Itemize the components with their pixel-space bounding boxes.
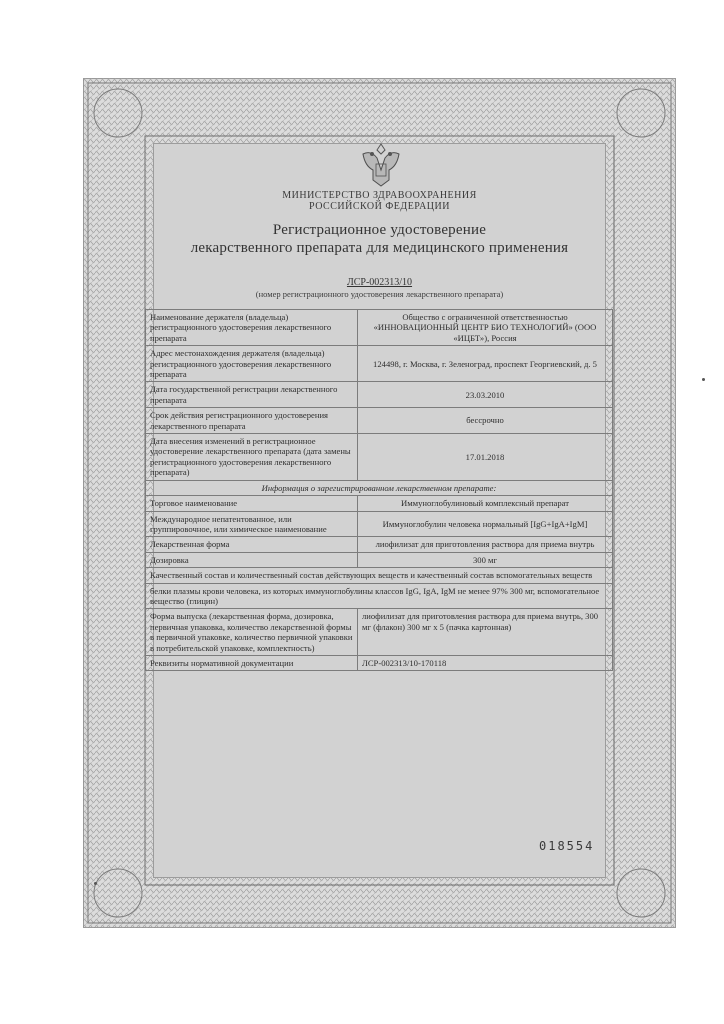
validity-period-label: Срок действия регистрационного удостоверения лекарственного препарата [146,408,358,434]
ministry-name-line2: РОССИЙСКОЙ ФЕДЕРАЦИИ [309,201,450,212]
release-form-value: лиофилизат для приготовления раствора для приема внутрь, 300 мг (флакон) 300 мг х 5 (пачка картонная) [358,609,613,656]
dosage-label: Дозировка [146,552,358,567]
amendment-date-value: 17.01.2018 [358,434,613,481]
composition-heading: Качественный состав и количественный состав действующих веществ и качественный состав вспомогательных веществ [146,568,613,583]
table-row [146,568,613,583]
release-form-label: Форма выпуска (лекарственная форма, дозировка, первичная упаковка, количество лекарственной формы в первичной упаковке, количество первичной упаковки в потребительской упаковке, комплектность) [146,609,358,656]
ministry-name-line1: МИНИСТЕРСТВО ЗДРАВООХРАНЕНИЯ [282,190,477,201]
drug-section-title: Информация о зарегистрированном лекарственном препарате: [146,480,613,495]
dosage-form-label: Лекарственная форма [146,537,358,552]
scan-speck [94,882,97,885]
table-row [146,480,613,495]
table-row [146,609,613,656]
trade-name-label: Торговое наименование [146,496,358,511]
table-row [146,583,613,609]
registration-date-label: Дата государственной регистрации лекарственного препарата [146,382,358,408]
table-row [146,655,613,670]
scan-speck [702,378,705,381]
holder-address-value: 124498, г. Москва, г. Зеленоград, проспект Георгиевский, д. 5 [358,346,613,382]
serial-number: 018554 [539,839,595,853]
dosage-form-value: лиофилизат для приготовления раствора для приема внутрь [358,537,613,552]
dosage-value: 300 мг [358,552,613,567]
table-row [146,310,613,346]
normative-docs-label: Реквизиты нормативной документации [146,655,358,670]
table-row [146,382,613,408]
table-row [146,408,613,434]
registration-number-caption: (номер регистрационного удостоверения лекарственного препарата) [255,289,504,299]
table-row [146,496,613,511]
table-row [146,537,613,552]
table-row [146,511,613,537]
table-row [146,552,613,567]
composition-text: белки плазмы крови человека, из которых иммуноглобулины классов IgG, IgA, IgM не менее 97% 300 мг, вспомогательное вещество (глицин) [146,583,613,609]
holder-name-label: Наименование держателя (владельца) регистрационного удостоверения лекарственного препарата [146,310,358,346]
certificate-info-table [145,309,613,671]
holder-address-label: Адрес местонахождения держателя (владельца) регистрационного удостоверения лекарственного препарата [146,346,358,382]
double-headed-eagle-emblem-icon [359,140,403,190]
registration-number: ЛСР-002313/10 [346,277,413,288]
amendment-date-label: Дата внесения изменений в регистрационное удостоверение лекарственного препарата (дата замены регистрационного удостоверения лекарственного препарата) [146,434,358,481]
trade-name-value: Иммуноглобулиновый комплексный препарат [358,496,613,511]
document-title-line2: лекарственного препарата для медицинского применения [190,240,569,256]
holder-name-value: Общество с ограниченной ответственностью «ИННОВАЦИОННЫЙ ЦЕНТР БИО ТЕХНОЛОГИЙ» (ООО «ИЦБТ»), Россия [358,310,613,346]
document-title-line1: Регистрационное удостоверение [272,222,487,238]
normative-docs-value: ЛСР-002313/10-170118 [358,655,613,670]
inn-label: Международное непатентованное, или группировочное, или химическое наименование [146,511,358,537]
table-row [146,434,613,481]
certificate-sheet [83,78,676,928]
table-row [146,346,613,382]
registration-date-value: 23.03.2010 [358,382,613,408]
inn-value: Иммуноглобулин человека нормальный [IgG+IgA+IgM] [358,511,613,537]
validity-period-value: бессрочно [358,408,613,434]
